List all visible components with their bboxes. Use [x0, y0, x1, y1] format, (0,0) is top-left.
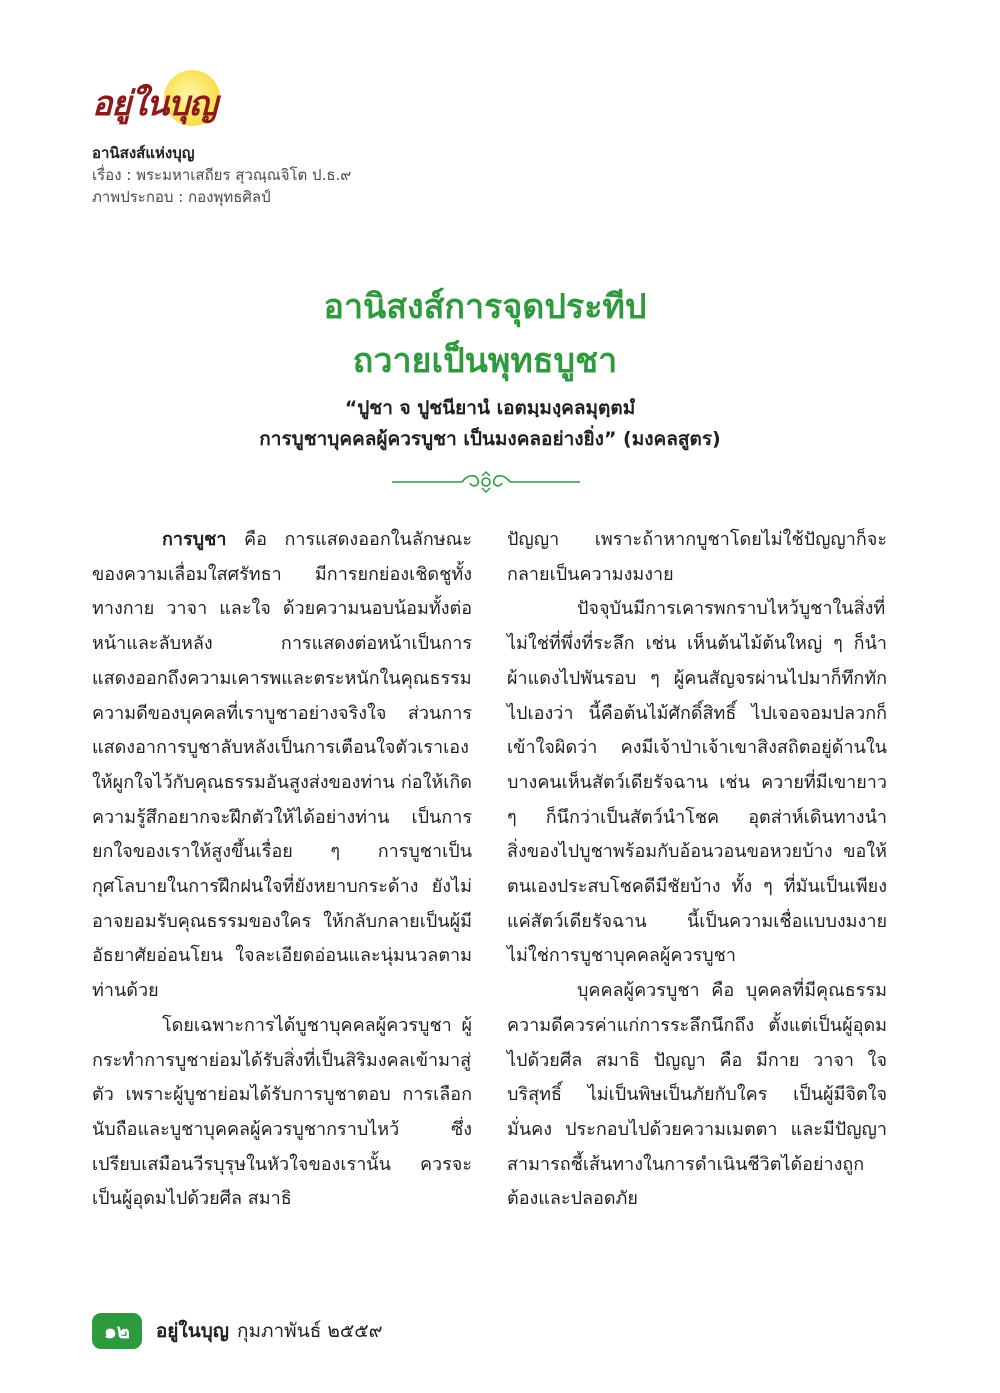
divider-ornament-icon	[392, 470, 580, 494]
author-credit: เรื่อง : พระมหาเสถียร สุวณฺณจิโต ป.ธ.๙	[92, 166, 352, 184]
paragraph: โดยเฉพาะการได้บูชาบุคคลผู้ควรบูชา ผู้กระทำการบูชาย่อมได้รับสิ่งที่เป็นสิริมงคลเข้ามาสู่ตัว เพราะผู้บูชาย่อมได้รับการบูชาตอบ การเลือกนับถือและบูชาบุคคลผู้ควรบูชากราบไหว้ ซึ่งเปรียบเสมือนวีรบุรุษในหัวใจของเรานั้น ควรจะเป็นผู้อุดมไปด้วยศีล สมาธิ	[92, 1014, 472, 1210]
article-title-line-2: ถวายเป็นพุทธบูชา	[352, 341, 618, 381]
quote-translation: การบูชาบุคคลผู้ควรบูชา เป็นมงคลอย่างยิ่ง” (มงคลสูตร)	[259, 428, 721, 450]
article-meta	[92, 142, 351, 208]
paragraph-text: คือ การแสดงออกในลักษณะของความเลื่อมใสศรัทธา มีการยกย่องเชิดชูทั้งทางกาย วาจา และใจ ด้วยความนอบน้อมทั้งต่อหน้าและลับหลัง การแสดงต่อหน้าเป็นการแสดงออกถึงความเคารพและตระหนักในคุณธรรมความดีของบุคคลที่เราบูชาอย่างจริงใจ ส่วนการแสดงอาการบูชาลับหลังเป็นการเตือนใจตัวเราเอง ให้ผูกใจไว้กับคุณธรรมอันสูงส่งของท่าน ก่อให้เกิดความรู้สึกอยากจะฝึกตัวให้ได้อย่างท่าน เป็นการยกใจของเราให้สูงขึ้นเรื่อย ๆ การบูชาเป็นกุศโลบายในการฝึกฝนใจที่ยังหยาบกระด้าง ยังไม่อาจยอมรับคุณธรรมของใคร ให้กลับกลายเป็นผู้มีอัธยาศัยอ่อนโยน ใจละเอียดอ่อนและนุ่มนวลตามท่านด้วย	[92, 529, 472, 1002]
magazine-name: อยู่ในบุญ	[155, 1320, 229, 1342]
paragraph: ปัญญา เพราะถ้าหากบูชาโดยไม่ใช้ปัญญาก็จะกลายเป็นความงมงาย	[507, 529, 887, 585]
paragraph: ปัจจุบันมีการเคารพกราบไหว้บูชาในสิ่งที่ไม่ใช่ที่พึ่งที่ระลึก เช่น เห็นต้นไม้ต้นใหญ่ ๆ ก็นำผ้าแดงไปพันรอบ ๆ ผู้คนสัญจรผ่านไปมาก็ทึกทักไปเองว่า นี้คือต้นไม้ศักดิ์สิทธิ์ ไปเจอจอมปลวกก็เข้าใจผิดว่า คงมีเจ้าป่าเจ้าเขาสิงสถิตอยู่ด้านใน บางคนเห็นสัตว์เดียรัจฉาน เช่น ควายที่มีเขายาว ๆ ก็นึกว่าเป็นสัตว์นำโชค อุตส่าห์เดินทางนำสิ่งของไปบูชาพร้อมกับอ้อนวอนขอหวยบ้าง ขอให้ตนเองประสบโชคดีมีชัยบ้าง ทั้ง ๆ ที่มันเป็นเพียงแค่สัตว์เดียรัจฉาน นี้เป็นความเชื่อแบบงมงาย ไม่ใช่การบูชาบุคคลผู้ควรบูชา	[507, 598, 887, 967]
pali-quote: “ปูชา จ ปูชนียานํ เอตมฺมงฺคลมุตฺตมํ	[344, 397, 636, 419]
lead-word: การบูชา	[162, 529, 227, 550]
logo-text: อยู่ในบุญ	[92, 84, 217, 124]
left-column	[92, 523, 472, 1217]
illustrator-credit: ภาพประกอบ : กองพุทธศิลป์	[92, 188, 271, 206]
paragraph	[92, 523, 472, 1009]
issue-date: กุมภาพันธ์ ๒๕๕๙	[236, 1320, 383, 1342]
section-name: อานิสงส์แห่งบุญ	[92, 144, 195, 162]
right-column	[507, 523, 887, 1217]
article-title-line-1: อานิสงส์การจุดประทีป	[323, 287, 647, 327]
magazine-logo	[92, 68, 232, 132]
page-number: ๑๒	[92, 1313, 142, 1349]
page-footer	[92, 1313, 383, 1349]
paragraph: บุคคลผู้ควรบูชา คือ บุคคลที่มีคุณธรรมความดีควรค่าแก่การระลึกนึกถึง ตั้งแต่เป็นผู้อุดมไปด้วยศีล สมาธิ ปัญญา คือ มีกาย วาจา ใจบริสุทธิ์ ไม่เป็นพิษเป็นภัยกับใคร เป็นผู้มีจิตใจมั่นคง ประกอบไปด้วยความเมตตา และมีปัญญาสามารถชี้เส้นทางในการดำเนินชีวิตได้อย่างถูกต้องและปลอดภัย	[507, 980, 887, 1210]
